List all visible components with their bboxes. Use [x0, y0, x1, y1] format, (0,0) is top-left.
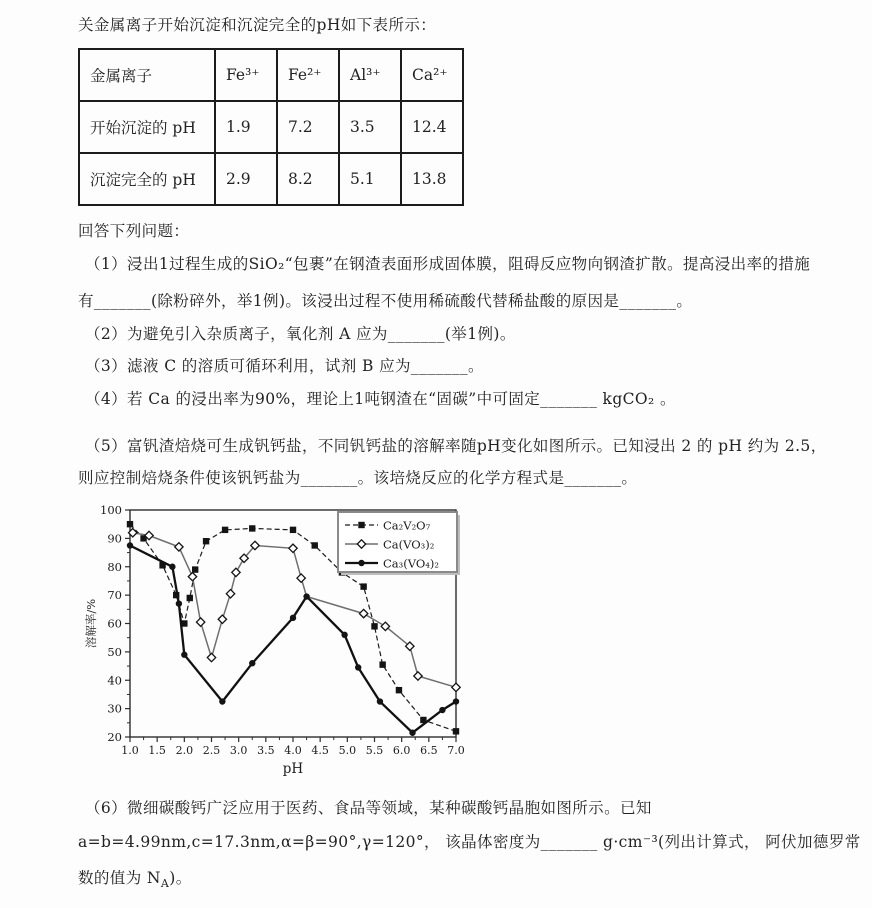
y-tick-label: 60: [107, 616, 122, 631]
square-marker: [396, 687, 402, 693]
table-header-al3: Al³⁺: [339, 49, 401, 101]
diamond-marker: [196, 618, 204, 626]
table-header-fe2: Fe²⁺: [277, 49, 339, 101]
intro-line: 关金属离子开始沉淀和沉淀完全的pH如下表所示：: [78, 16, 437, 34]
square-marker: [127, 521, 133, 527]
y-tick-label: 100: [100, 503, 122, 517]
question-5-line-1: （5）富钒渣焙烧可生成钒钙盐，不同钒钙盐的溶解率随pH变化如图所示。已知浸出 2 的 pH 约为 2.5，: [85, 437, 827, 455]
square-marker: [379, 661, 385, 667]
legend-label: Ca₃(VO₄)₂: [383, 556, 439, 571]
solubility-chart: [84, 497, 816, 783]
diamond-marker: [226, 590, 234, 598]
legend-label: Ca(VO₃)₂: [383, 537, 435, 552]
circle-marker: [169, 564, 175, 570]
y-tick-label: 20: [107, 730, 122, 744]
x-tick-label: 6.5: [420, 744, 438, 757]
question-4: （4）若 Ca 的浸出率为90%，理论上1吨钢渣在“固碳”中可固定_______ kgCO₂ 。: [85, 390, 676, 408]
circle-marker: [219, 698, 225, 704]
x-tick-label: 4.0: [284, 744, 302, 757]
legend: [338, 512, 460, 575]
square-marker: [290, 527, 296, 533]
question-6-line-1: （6）微细碳酸钙广泛应用于医药、食品等领域，某种碳酸钙晶胞如图所示。已知: [85, 799, 652, 817]
diamond-marker: [207, 653, 215, 661]
y-tick-label: 30: [107, 701, 122, 716]
question-6-line-3: [78, 867, 816, 895]
legend-label: Ca₂V₂O₇: [383, 518, 431, 533]
table-cell: 12.4: [401, 101, 463, 153]
x-tick-label: 2.5: [202, 744, 221, 757]
table-cell: 3.5: [339, 101, 401, 153]
row-label-complete-precipitation: 沉淀完全的 pH: [79, 153, 215, 205]
question-1-line-2: 有_______(除粉碎外，举1例)。该浸出过程不使用稀硫酸代替稀盐酸的原因是_______。: [78, 292, 693, 310]
square-marker: [312, 542, 318, 548]
question-6-line-2: a=b=4.99nm,c=17.3nm,α=β=90°,γ=120°， 该晶体密度为_______ g·cm⁻³(列出计算式， 阿伏加德罗常: [78, 833, 861, 851]
square-marker: [192, 566, 198, 572]
question-2: （2）为避免引入杂质离子，氧化剂 A 应为_______(举1例)。: [85, 325, 516, 343]
x-tick-label: 3.5: [257, 744, 275, 757]
x-tick-label: 2.0: [175, 744, 194, 757]
avogadro-subscript: A: [160, 877, 170, 891]
circle-marker: [127, 542, 133, 548]
precipitation-ph-table: [78, 48, 464, 206]
diamond-marker: [188, 572, 196, 580]
x-tick-label: 1.0: [121, 744, 139, 757]
table-cell: 7.2: [277, 101, 339, 153]
square-marker: [187, 595, 193, 601]
circle-marker: [358, 560, 364, 566]
solubility-chart-svg: [84, 497, 464, 779]
table-row: [79, 153, 463, 205]
table-row: [79, 101, 463, 153]
diamond-marker: [452, 683, 460, 691]
question-6-line-3-post: )。: [169, 869, 192, 887]
circle-marker: [249, 660, 255, 666]
circle-marker: [453, 698, 459, 704]
y-tick-label: 50: [107, 644, 122, 659]
square-marker: [371, 623, 377, 629]
circle-marker: [377, 698, 383, 704]
table-header-fe3: Fe³⁺: [215, 49, 277, 101]
square-marker: [203, 538, 209, 544]
x-tick-label: 6.0: [392, 744, 411, 757]
x-tick-label: 5.5: [365, 744, 384, 757]
y-axis-label: 溶解率/%: [84, 598, 98, 649]
table-cell: 1.9: [215, 101, 277, 153]
circle-marker: [303, 593, 309, 599]
diamond-marker: [289, 544, 297, 552]
table-cell: 2.9: [215, 153, 277, 205]
diamond-marker: [232, 568, 240, 576]
row-label-start-precipitation: 开始沉淀的 pH: [79, 101, 215, 153]
diamond-marker: [414, 672, 422, 680]
table-header-ca2: Ca²⁺: [401, 49, 463, 101]
table-cell: 13.8: [401, 153, 463, 205]
question-5-line-2: 则应控制焙烧条件使该钒钙盐为_______。该培烧反应的化学方程式是_______。: [78, 469, 638, 487]
x-tick-label: 7.0: [447, 744, 464, 757]
table-cell: 5.1: [339, 153, 401, 205]
table-header-metal-ion: 金属离子: [79, 49, 215, 101]
table-cell: 8.2: [277, 153, 339, 205]
answer-prompt: 回答下列问题：: [78, 222, 190, 240]
circle-marker: [176, 600, 182, 606]
circle-marker: [341, 632, 347, 638]
x-tick-label: 1.5: [148, 744, 166, 757]
x-tick-label: 5.0: [338, 744, 357, 757]
y-tick-label: 90: [107, 531, 122, 546]
table-header-row: [79, 49, 463, 101]
diamond-marker: [359, 609, 367, 617]
circle-marker: [439, 707, 445, 713]
x-tick-label: 3.0: [229, 744, 248, 757]
y-tick-label: 40: [107, 673, 122, 688]
x-axis-label: pH: [282, 761, 304, 777]
circle-marker: [355, 664, 361, 670]
square-marker: [249, 525, 255, 531]
diamond-marker: [218, 615, 226, 623]
square-marker: [360, 583, 366, 589]
circle-marker: [290, 615, 296, 621]
y-tick-label: 70: [107, 588, 122, 603]
square-marker: [453, 728, 459, 734]
question-3: （3）滤液 C 的溶质可循环利用，试剂 B 应为_______。: [85, 357, 484, 375]
square-marker: [222, 527, 228, 533]
x-tick-label: 4.5: [311, 744, 329, 757]
diamond-marker: [297, 574, 305, 582]
circle-marker: [181, 652, 187, 658]
question-6-line-3-pre: 数的值为 N: [78, 869, 161, 887]
square-marker: [358, 522, 364, 528]
diamond-marker: [175, 543, 183, 551]
circle-marker: [409, 730, 415, 736]
question-1-line-1: （1）浸出1过程生成的SiO₂“包裹”在钢渣表面形成固体膜，阻碍反应物向钢渣扩散。提高浸出率的措施: [85, 255, 811, 273]
y-tick-label: 80: [107, 559, 122, 574]
